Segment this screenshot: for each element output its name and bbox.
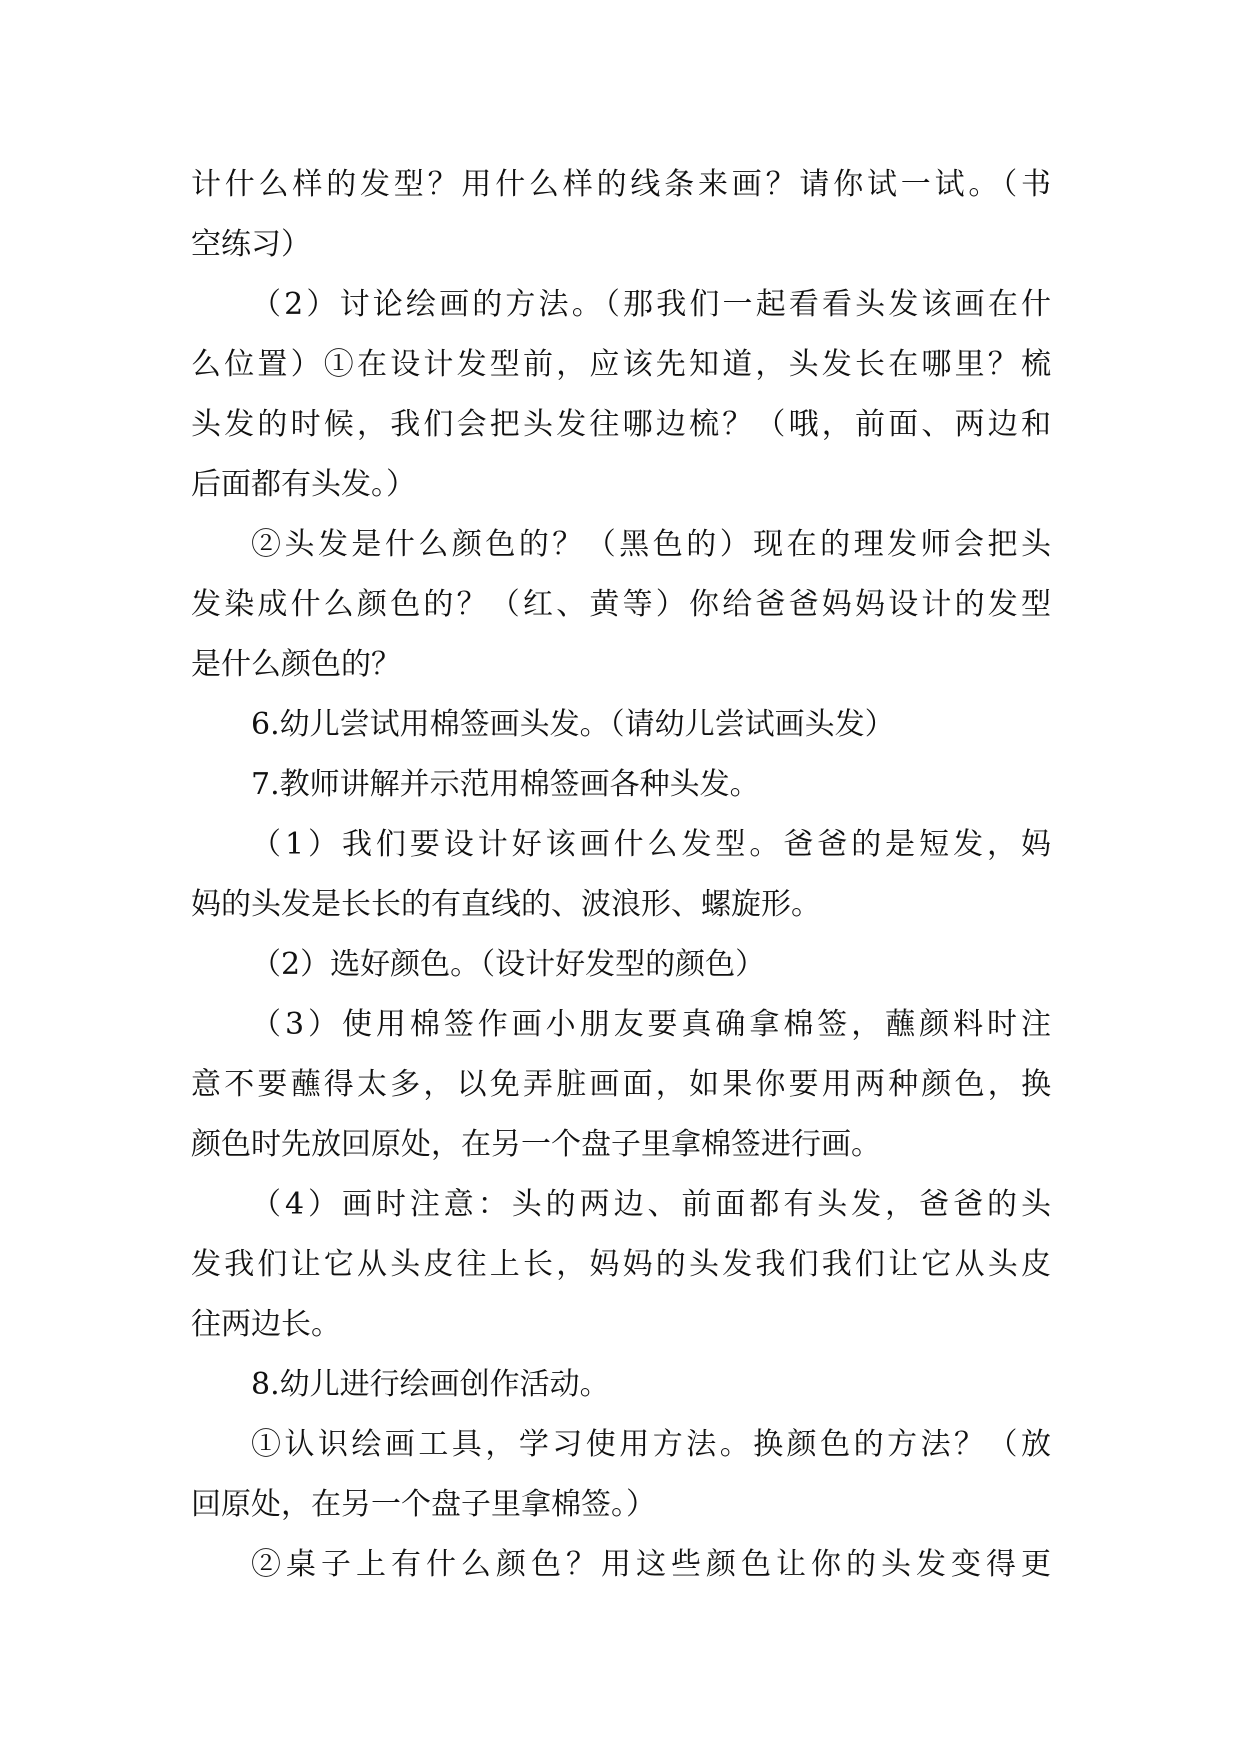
text-line: 妈的头发是长长的有直线的、波浪形、螺旋形。 xyxy=(191,887,821,922)
text-line: 后面都有头发。） xyxy=(191,467,416,502)
text-line: 8.幼儿进行绘画创作活动。 xyxy=(251,1367,610,1402)
text-line: 往两边长。 xyxy=(191,1307,341,1342)
text-line: （4）画时注意：头的两边、前面都有头发，爸爸的头 xyxy=(251,1187,1051,1222)
text-line: 6.幼儿尝试用棉签画头发。（请幼儿尝试画头发） xyxy=(251,707,895,742)
text-line: 发我们让它从头皮往上长，妈妈的头发我们我们让它从头皮 xyxy=(191,1247,1051,1282)
text-line: 回原处，在另一个盘子里拿棉签。） xyxy=(191,1487,656,1522)
text-line: ②桌子上有什么颜色？用这些颜色让你的头发变得更 xyxy=(251,1547,1051,1582)
text-line: ①认识绘画工具，学习使用方法。换颜色的方法？（放 xyxy=(251,1427,1051,1462)
text-line: 发染成什么颜色的？（红、黄等）你给爸爸妈妈设计的发型 xyxy=(191,587,1051,622)
text-line: 7.教师讲解并示范用棉签画各种头发。 xyxy=(251,767,760,802)
text-line: （3）使用棉签作画小朋友要真确拿棉签，蘸颜料时注 xyxy=(251,1007,1051,1042)
text-line: 么位置）①在设计发型前，应该先知道，头发长在哪里？梳 xyxy=(191,347,1051,382)
text-line: 是什么颜色的？ xyxy=(191,647,401,682)
text-line: 头发的时候，我们会把头发往哪边梳？（哦，前面、两边和 xyxy=(191,407,1051,442)
text-line: （2）讨论绘画的方法。（那我们一起看看头发该画在什 xyxy=(251,287,1051,322)
text-line: 计什么样的发型？用什么样的线条来画？请你试一试。（书 xyxy=(191,167,1051,202)
text-line: （1）我们要设计好该画什么发型。爸爸的是短发，妈 xyxy=(251,827,1051,862)
text-line: 空练习） xyxy=(191,227,311,262)
text-line: ②头发是什么颜色的？（黑色的）现在的理发师会把头 xyxy=(251,527,1051,562)
text-line: 颜色时先放回原处，在另一个盘子里拿棉签进行画。 xyxy=(191,1127,881,1162)
text-line: （2）选好颜色。（设计好发型的颜色） xyxy=(251,947,766,982)
text-line: 意不要蘸得太多，以免弄脏画面，如果你要用两种颜色，换 xyxy=(191,1067,1051,1102)
